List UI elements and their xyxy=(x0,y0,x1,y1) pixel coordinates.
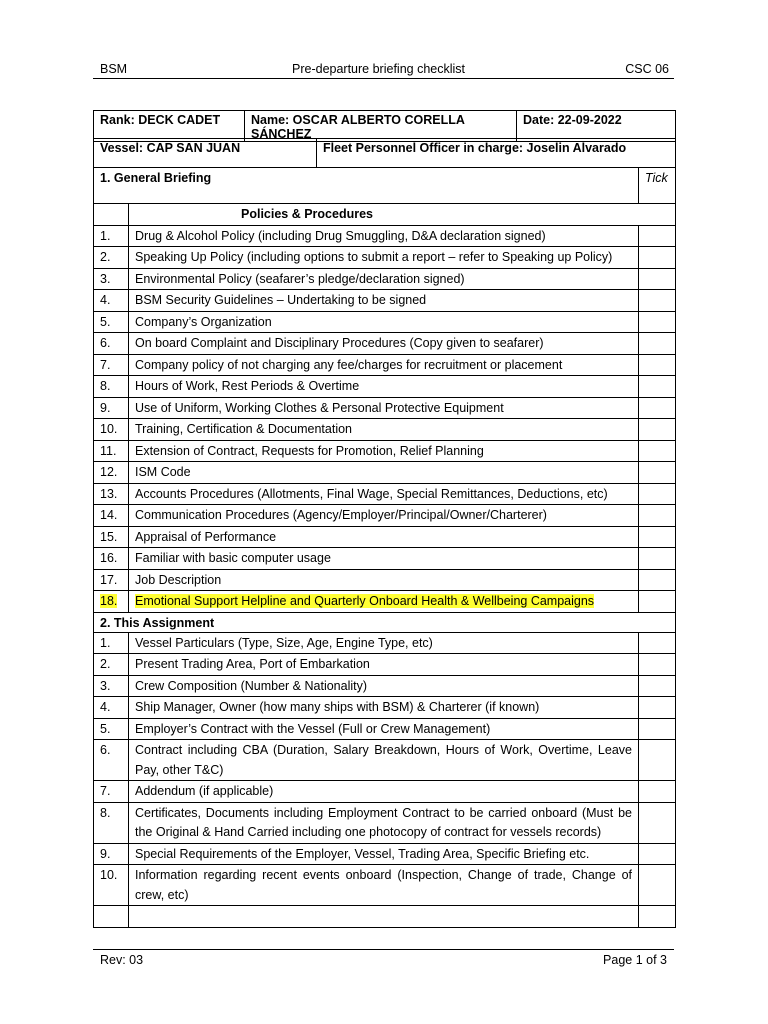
empty-row xyxy=(94,906,676,928)
item-number: 6. xyxy=(94,333,129,355)
item-description: BSM Security Guidelines – Undertaking to be signed xyxy=(129,290,639,312)
item-number: 1. xyxy=(94,632,129,654)
tick-cell[interactable] xyxy=(639,311,676,333)
tick-cell[interactable] xyxy=(639,376,676,398)
tick-cell[interactable] xyxy=(639,865,676,906)
blank-cell xyxy=(94,204,129,226)
item-number: 3. xyxy=(94,268,129,290)
checklist-row xyxy=(94,654,676,676)
tick-cell[interactable] xyxy=(639,268,676,290)
item-description: Certificates, Documents including Employment Contract to be carried onboard (Must be the Original & Hand Carried including one photocopy of contract for vessels records) xyxy=(129,802,639,843)
tick-column-header: Tick xyxy=(639,168,676,204)
checklist-row xyxy=(94,225,676,247)
item-description: Vessel Particulars (Type, Size, Age, Engine Type, etc) xyxy=(129,632,639,654)
checklist-row xyxy=(94,548,676,570)
item-number: 16. xyxy=(94,548,129,570)
tick-cell[interactable] xyxy=(639,632,676,654)
item-number: 7. xyxy=(94,781,129,803)
item-description: Use of Uniform, Working Clothes & Personal Protective Equipment xyxy=(129,397,639,419)
tick-cell[interactable] xyxy=(639,462,676,484)
checklist-row xyxy=(94,632,676,654)
item-number: 14. xyxy=(94,505,129,527)
item-description: Addendum (if applicable) xyxy=(129,781,639,803)
fleet-officer-field: Fleet Personnel Officer in charge: Joselin Alvarado xyxy=(317,139,676,168)
name-field: Name: OSCAR ALBERTO CORELLA SÁNCHEZ xyxy=(245,111,517,142)
tick-cell[interactable] xyxy=(639,906,676,928)
checklist-row xyxy=(94,802,676,843)
tick-cell[interactable] xyxy=(639,354,676,376)
item-description: On board Complaint and Disciplinary Procedures (Copy given to seafarer) xyxy=(129,333,639,355)
tick-cell[interactable] xyxy=(639,675,676,697)
checklist-table xyxy=(93,167,676,928)
header-company: BSM xyxy=(100,62,128,76)
item-description: Environmental Policy (seafarer’s pledge/declaration signed) xyxy=(129,268,639,290)
tick-cell[interactable] xyxy=(639,697,676,719)
item-description: Information regarding recent events onboard (Inspection, Change of trade, Change of crew, etc) xyxy=(129,865,639,906)
checklist-row xyxy=(94,865,676,906)
page-header xyxy=(93,61,674,79)
footer-page-number: Page 1 of 3 xyxy=(603,953,667,967)
checklist-row xyxy=(94,505,676,527)
item-number: 8. xyxy=(94,802,129,843)
section1-title-row xyxy=(94,168,676,204)
item-description: Ship Manager, Owner (how many ships with BSM) & Charterer (if known) xyxy=(129,697,639,719)
item-description: ISM Code xyxy=(129,462,639,484)
blank-cell xyxy=(94,906,129,928)
item-description: Hours of Work, Rest Periods & Overtime xyxy=(129,376,639,398)
checklist-row xyxy=(94,290,676,312)
checklist-row xyxy=(94,247,676,269)
policies-subheading-row xyxy=(94,204,676,226)
tick-cell[interactable] xyxy=(639,802,676,843)
tick-cell[interactable] xyxy=(639,591,676,613)
tick-cell[interactable] xyxy=(639,718,676,740)
item-number: 15. xyxy=(94,526,129,548)
item-number: 5. xyxy=(94,718,129,740)
item-number: 6. xyxy=(94,740,129,781)
checklist-row xyxy=(94,569,676,591)
tick-cell[interactable] xyxy=(639,569,676,591)
header-title: Pre-departure briefing checklist xyxy=(292,62,465,76)
tick-cell[interactable] xyxy=(639,548,676,570)
section2-title: 2. This Assignment xyxy=(94,612,676,632)
tick-cell[interactable] xyxy=(639,781,676,803)
item-description xyxy=(129,591,639,613)
footer-revision: Rev: 03 xyxy=(100,953,144,967)
tick-cell[interactable] xyxy=(639,419,676,441)
item-number: 1. xyxy=(94,225,129,247)
item-description: Extension of Contract, Requests for Promotion, Relief Planning xyxy=(129,440,639,462)
item-number: 3. xyxy=(94,675,129,697)
tick-cell[interactable] xyxy=(639,654,676,676)
blank-cell xyxy=(129,906,639,928)
item-number xyxy=(94,591,129,613)
item-number: 7. xyxy=(94,354,129,376)
tick-cell[interactable] xyxy=(639,290,676,312)
item-number: 11. xyxy=(94,440,129,462)
item-description: Company policy of not charging any fee/charges for recruitment or placement xyxy=(129,354,639,376)
item-number: 9. xyxy=(94,843,129,865)
item-description: Drug & Alcohol Policy (including Drug Smuggling, D&A declaration signed) xyxy=(129,225,639,247)
item-description: Contract including CBA (Duration, Salary Breakdown, Hours of Work, Overtime, Leave Pay, other T&C) xyxy=(129,740,639,781)
checklist-row xyxy=(94,483,676,505)
item-number: 9. xyxy=(94,397,129,419)
tick-cell[interactable] xyxy=(639,483,676,505)
item-description: Accounts Procedures (Allotments, Final Wage, Special Remittances, Deductions, etc) xyxy=(129,483,639,505)
checklist-row xyxy=(94,526,676,548)
item-number: 10. xyxy=(94,865,129,906)
checklist-row xyxy=(94,675,676,697)
info-table-row2 xyxy=(93,138,676,168)
item-description: Company’s Organization xyxy=(129,311,639,333)
highlighted-item-text: Emotional Support Helpline and Quarterly Onboard Health & Wellbeing Campaigns xyxy=(135,594,595,608)
checklist-row xyxy=(94,354,676,376)
checklist-row xyxy=(94,843,676,865)
date-field: Date: 22-09-2022 xyxy=(517,111,676,142)
section1-title: 1. General Briefing xyxy=(94,168,639,204)
header-doc-code: CSC 06 xyxy=(625,62,669,76)
item-description: Familiar with basic computer usage xyxy=(129,548,639,570)
tick-cell[interactable] xyxy=(639,740,676,781)
checklist-row xyxy=(94,697,676,719)
item-number: 4. xyxy=(94,697,129,719)
item-number: 4. xyxy=(94,290,129,312)
item-number: 5. xyxy=(94,311,129,333)
item-description: Crew Composition (Number & Nationality) xyxy=(129,675,639,697)
item-number: 13. xyxy=(94,483,129,505)
tick-cell[interactable] xyxy=(639,526,676,548)
checklist-row xyxy=(94,419,676,441)
tick-cell[interactable] xyxy=(639,505,676,527)
highlighted-item-number: 18. xyxy=(100,594,118,608)
item-description: Present Trading Area, Port of Embarkation xyxy=(129,654,639,676)
tick-cell[interactable] xyxy=(639,333,676,355)
checklist-row xyxy=(94,333,676,355)
item-description: Job Description xyxy=(129,569,639,591)
section2-title-row xyxy=(94,612,676,632)
item-description: Speaking Up Policy (including options to submit a report – refer to Speaking up Policy) xyxy=(129,247,639,269)
page-footer xyxy=(93,949,674,970)
item-description: Communication Procedures (Agency/Employer/Principal/Owner/Charterer) xyxy=(129,505,639,527)
item-description: Special Requirements of the Employer, Vessel, Trading Area, Specific Briefing etc. xyxy=(129,843,639,865)
checklist-row xyxy=(94,311,676,333)
vessel-field: Vessel: CAP SAN JUAN xyxy=(94,139,317,168)
item-number: 10. xyxy=(94,419,129,441)
item-description: Appraisal of Performance xyxy=(129,526,639,548)
item-description: Training, Certification & Documentation xyxy=(129,419,639,441)
checklist-row xyxy=(94,268,676,290)
tick-cell[interactable] xyxy=(639,247,676,269)
item-number: 2. xyxy=(94,247,129,269)
item-number: 12. xyxy=(94,462,129,484)
checklist-row xyxy=(94,740,676,781)
checklist-row xyxy=(94,440,676,462)
item-number: 8. xyxy=(94,376,129,398)
policies-subheading: Policies & Procedures xyxy=(129,204,676,226)
item-description: Employer’s Contract with the Vessel (Full or Crew Management) xyxy=(129,718,639,740)
checklist-row xyxy=(94,591,676,613)
checklist-row xyxy=(94,462,676,484)
tick-cell[interactable] xyxy=(639,397,676,419)
tick-cell[interactable] xyxy=(639,843,676,865)
tick-cell[interactable] xyxy=(639,225,676,247)
checklist-row xyxy=(94,397,676,419)
rank-field: Rank: DECK CADET xyxy=(94,111,245,142)
tick-cell[interactable] xyxy=(639,440,676,462)
item-number: 17. xyxy=(94,569,129,591)
checklist-row xyxy=(94,718,676,740)
checklist-row xyxy=(94,376,676,398)
checklist-row xyxy=(94,781,676,803)
item-number: 2. xyxy=(94,654,129,676)
